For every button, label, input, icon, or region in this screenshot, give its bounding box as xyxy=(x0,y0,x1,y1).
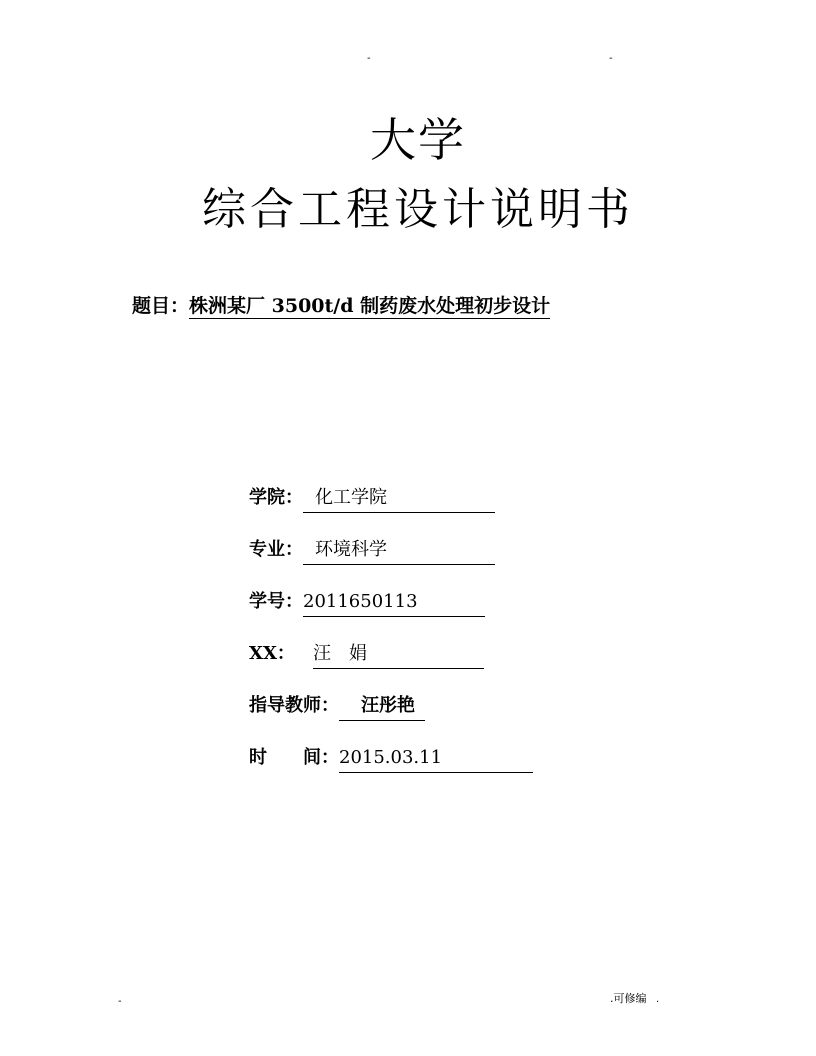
field-major xyxy=(249,537,495,565)
field-date xyxy=(249,745,533,773)
topic-line xyxy=(132,292,550,320)
field-student-id xyxy=(249,589,485,617)
field-value: 化工学院 xyxy=(303,485,495,513)
field-value: 汪 娟 xyxy=(313,641,484,669)
field-value: 2011650113 xyxy=(303,589,485,617)
field-label: 学院： xyxy=(249,487,303,508)
field-label: 指导教师： xyxy=(249,695,339,716)
field-value: 环境科学 xyxy=(303,537,495,565)
footer-mark-right: . xyxy=(656,994,660,1005)
field-label: 学号： xyxy=(249,591,303,612)
field-label: 专业： xyxy=(249,539,303,560)
field-label: XX： xyxy=(249,643,295,664)
topic-label: 题目： xyxy=(132,295,190,317)
field-advisor xyxy=(249,693,425,721)
document-title: 综合工程设计说明书 xyxy=(202,184,634,235)
university-title: 大学 xyxy=(370,113,466,167)
field-name xyxy=(249,641,484,669)
footer-text: .可修编 xyxy=(610,992,647,1005)
header-mark-left: - xyxy=(367,53,371,64)
field-value: 汪彤艳 xyxy=(339,693,425,721)
header-mark-right: - xyxy=(609,53,613,64)
field-college xyxy=(249,485,495,513)
topic-value: 株洲某厂 3500t/d 制药废水处理初步设计 xyxy=(189,295,551,317)
field-value: 2015.03.11 xyxy=(339,745,533,773)
footer-mark-left: - xyxy=(118,996,122,1007)
field-label: 时 间： xyxy=(249,747,339,768)
